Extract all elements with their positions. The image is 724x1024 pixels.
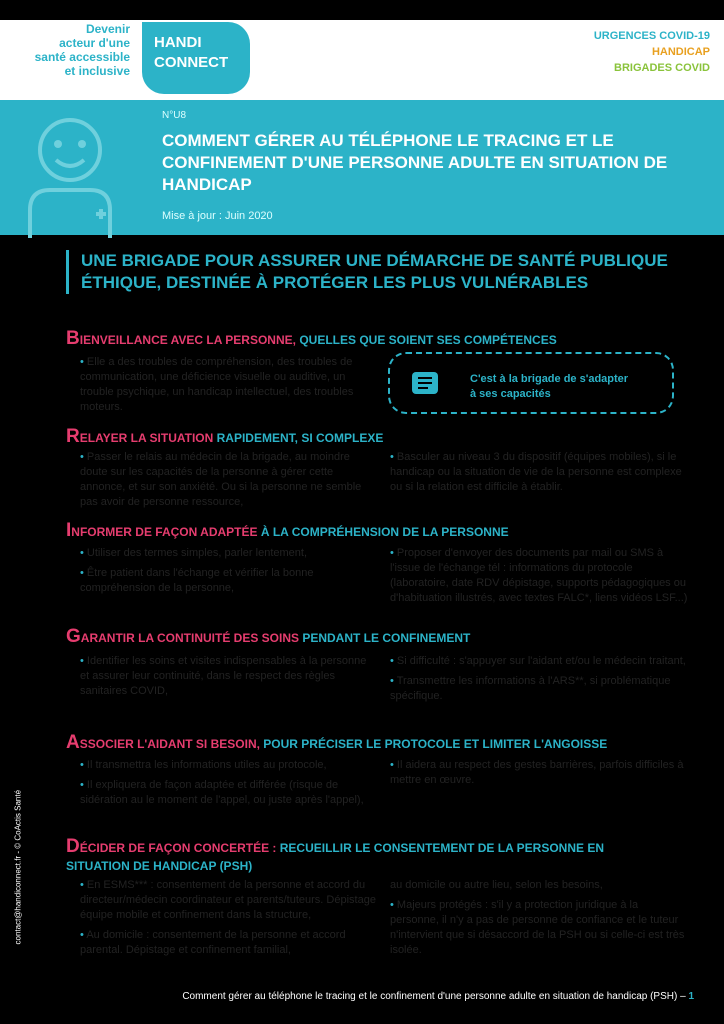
section-g-left: • Identifier les soins et visites indispensables à la personne et assurer leur continuité, dans le respect des règles sanitaires COVID, <box>80 655 367 697</box>
tag-handicap: HANDICAP <box>651 46 710 58</box>
section-r-left: • Passer le relais au médecin de la brigade, au moindre doute sur les capacités de la personne à gérer cette annonce, et sur son anxiété. Ou si la personne ne semble pas avoir de personne ressource, <box>80 451 362 508</box>
section-heading-r: RELAYER LA SITUATION RAPIDEMENT, SI COMPLEXE <box>66 426 384 447</box>
section-g-right: • Si difficulté : s'appuyer sur l'aidant et/ou le médecin traitant, • Transmettre les informations à l'ARS**, si problématique spécifique. <box>390 655 686 702</box>
person-icon <box>20 118 120 238</box>
header-bar <box>0 20 724 100</box>
page-title: COMMENT GÉRER AU TÉLÉPHONE LE TRACING ET LE CONFINEMENT D'UNE PERSONNE ADULTE EN SITUATION DE HANDICAP <box>162 131 668 194</box>
section-d-right: au domicile ou autre lieu, selon les besoins, • Majeurs protégés : s'il y a protection juridique à la personne, il n'y a pas de personne de confiance et le tuteur n'intervient que si désaccord de la PSH ou si celle-ci est très isolée. <box>390 879 685 956</box>
section-heading-g: GARANTIR LA CONTINUITÉ DES SOINS PENDANT LE CONFINEMENT <box>66 626 471 647</box>
tagline: Devenir acteur d'une santé accessible et inclusive <box>34 22 130 78</box>
section-b-left: • Elle a des troubles de compréhension, des troubles de communication, une déficience visuelle ou auditive, un trouble psychique, un handicap intellectuel, des troubles moteurs. <box>80 356 354 413</box>
doc-number: N°U8 <box>162 110 187 121</box>
update-date: Mise à jour : Juin 2020 <box>162 210 273 222</box>
section-heading-d: DÉCIDER DE FAÇON CONCERTÉE : RECUEILLIR LE CONSENTEMENT DE LA PERSONNE EN SITUATION DE HANDICAP (PSH) <box>66 836 604 873</box>
section-heading-a: ASSOCIER L'AIDANT SI BESOIN, POUR PRÉCISER LE PROTOCOLE ET LIMITER L'ANGOISSE <box>66 732 608 753</box>
section-r-right: • Basculer au niveau 3 du dispositif (équipes mobiles), si le handicap ou la situation de vie de la personne est complexe ou si la relation est difficile à établir. <box>390 451 682 493</box>
section-d-left: • En ESMS*** : consentement de la personne et accord du directeur/médecin coordinateur et parents/tuteurs. Dépistage équipe mobile et confinement dans la structure, • Au domicile : consentement de la personne et accord parental. Dépistage et confinement familial, <box>80 879 376 956</box>
title-banner <box>0 100 724 235</box>
topic-tags <box>594 28 710 76</box>
tag-brigades: BRIGADES COVID <box>614 62 710 74</box>
section-heading-b: BIENVEILLANCE AVEC LA PERSONNE, QUELLES QUE SOIENT SES COMPÉTENCES <box>66 328 557 349</box>
hand-phone-icon <box>408 366 448 400</box>
section-a-left: • Il transmettra les informations utiles au protocole, • Il expliquera de façon adaptée et différée (risque de sidération au le moment de l'appel, ou juste après l'appel), <box>80 759 364 806</box>
handiconnect-logo: HANDI CONNECT <box>142 22 250 94</box>
section-i-left: • Utiliser des termes simples, parler lentement, • Être patient dans l'échange et vérifier la bonne compréhension de la personne, <box>80 547 314 594</box>
callout-box: C'est à la brigade de s'adapter à ses capacités <box>388 352 674 414</box>
contact-note: contact@handiconnect.fr - © CoActis Santé <box>13 789 23 945</box>
section-a-right: • Il aidera au respect des gestes barrières, parfois difficiles à mettre en œuvre. <box>390 759 684 786</box>
page-number: 1 <box>688 991 694 1002</box>
intro-heading: UNE BRIGADE POUR ASSURER UNE DÉMARCHE DE SANTÉ PUBLIQUE ÉTHIQUE, DESTINÉE À PROTÉGER LES PLUS VULNÉRABLES <box>66 250 681 294</box>
tag-covid: URGENCES COVID-19 <box>593 30 710 42</box>
page-footer: Comment gérer au téléphone le tracing et le confinement d'une personne adulte en situation de handicap (PSH) – 1 <box>182 991 694 1002</box>
section-i-right: • Proposer d'envoyer des documents par mail ou SMS à l'issue de l'échange tél : informations du protocole (laboratoire, date RDV dépistage, supports pédagogiques ou d'habituation illustrés, avec textes FALC*, liens vidéos LSF...) <box>390 547 688 604</box>
section-heading-i: INFORMER DE FAÇON ADAPTÉE À LA COMPRÉHENSION DE LA PERSONNE <box>66 520 509 541</box>
